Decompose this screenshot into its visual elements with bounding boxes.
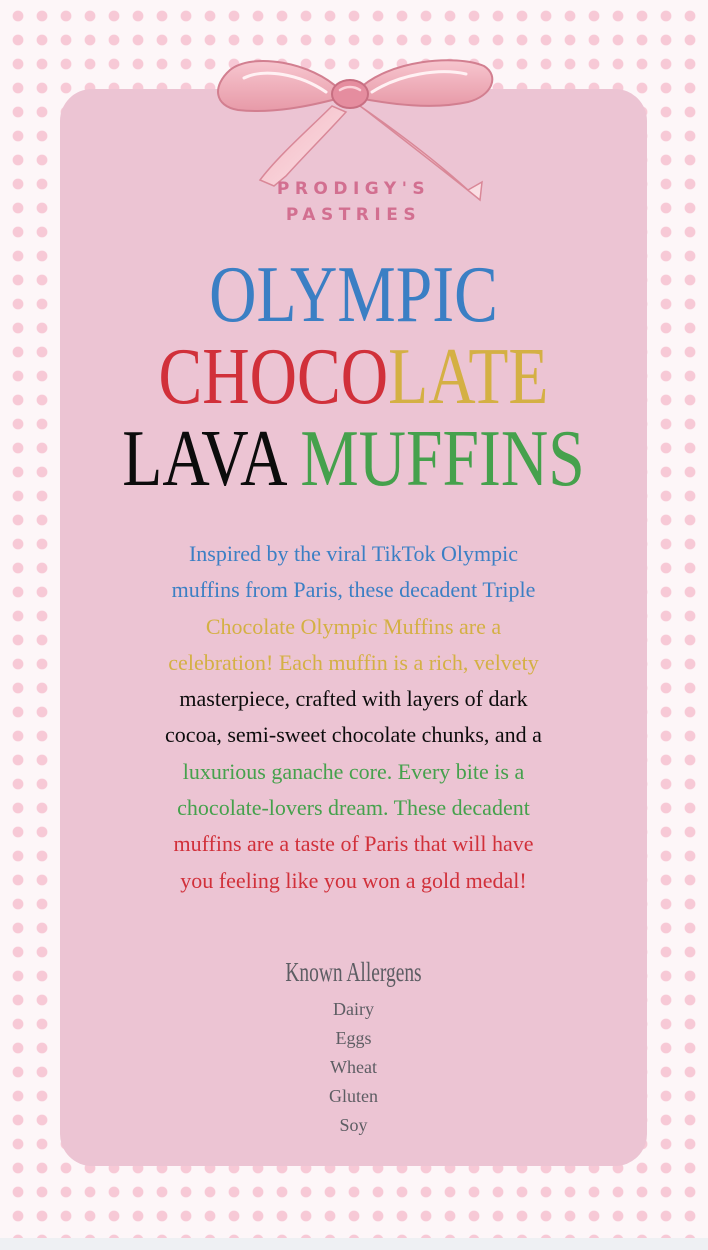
description-line: muffins are a taste of Paris that will have: [173, 831, 534, 857]
description-line: chocolate-lovers dream. These decadent: [177, 795, 530, 821]
allergen-item: Dairy: [333, 999, 374, 1019]
allergen-item: Gluten: [329, 1086, 378, 1106]
title-lava: LAVA: [122, 415, 284, 503]
description-line: Chocolate Olympic Muffins are a: [205, 613, 502, 639]
title-late: LATE: [388, 333, 549, 421]
description-line: luxurious ganache core. Every bite is a: [182, 758, 525, 784]
title-choco: CHOCO: [158, 333, 389, 421]
bottom-strip: [0, 1238, 708, 1250]
title-line-1: OLYMPIC: [209, 251, 498, 339]
page-title: [113, 251, 594, 503]
description-line: cocoa, semi-sweet chocolate chunks, and a: [165, 722, 542, 748]
brand-line-2: PASTRIES: [285, 205, 422, 225]
allergen-item: Eggs: [335, 1028, 372, 1048]
title-line-3: [113, 415, 594, 503]
brand-name: [60, 176, 647, 228]
description: [60, 536, 647, 899]
description-line: Inspired by the viral TikTok Olympic: [188, 541, 519, 566]
title-line-2: [113, 333, 594, 421]
allergen-item: Wheat: [330, 1057, 377, 1077]
title-muffins: MUFFINS: [300, 415, 585, 503]
brand-line-1: PRODIGY'S: [276, 179, 431, 199]
description-line: muffins from Paris, these decadent Triple: [171, 577, 536, 603]
allergens-heading: Known Allergens: [285, 957, 422, 987]
description-line: you feeling like you won a gold medal!: [180, 867, 527, 893]
description-line: masterpiece, crafted with layers of dark: [179, 686, 528, 712]
description-line: celebration! Each muffin is a rich, velvety: [168, 649, 539, 675]
allergens-list: [60, 995, 647, 1140]
allergen-item: Soy: [339, 1115, 368, 1135]
